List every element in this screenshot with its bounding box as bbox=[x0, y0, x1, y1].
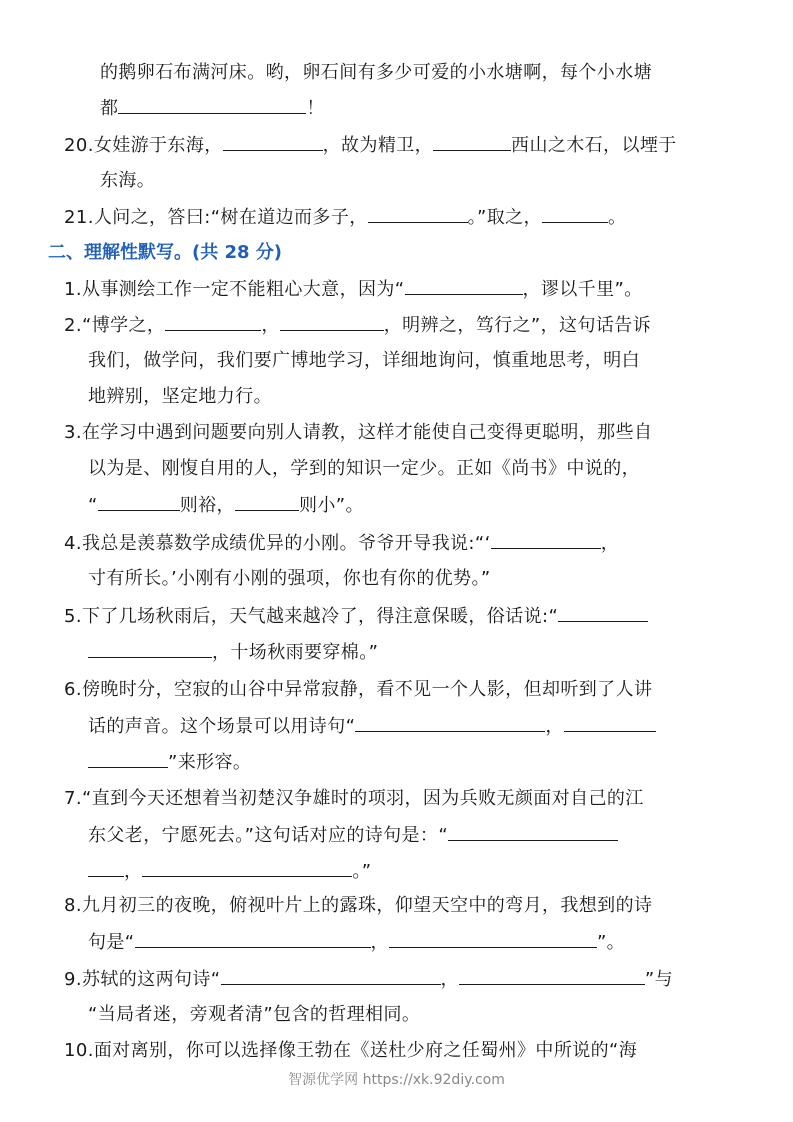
item-3: 3.在学习中遇到问题要向别人请教，这样才能使自己变得更聪明，那些自 bbox=[64, 422, 653, 443]
answer-blank[interactable] bbox=[433, 132, 511, 151]
answer-blank[interactable] bbox=[355, 713, 545, 732]
answer-blank[interactable] bbox=[235, 492, 299, 511]
question-number: 21. bbox=[64, 207, 94, 228]
item-6-line-2: 话的声音。这个场景可以用诗句“ ， bbox=[88, 713, 656, 740]
question-number: 6. bbox=[64, 679, 82, 700]
answer-blank[interactable] bbox=[491, 530, 601, 549]
item-8: 8.九月初三的夜晚，俯视叶片上的露珠，仰望天空中的弯月，我想到的诗 bbox=[64, 895, 653, 916]
answer-blank[interactable] bbox=[448, 822, 618, 841]
answer-blank[interactable] bbox=[88, 639, 212, 658]
answer-blank[interactable] bbox=[368, 204, 468, 223]
answer-blank[interactable] bbox=[389, 929, 597, 948]
item-1: 1.从事测绘工作一定不能粗心大意，因为“ ，谬以千里”。 bbox=[64, 276, 643, 303]
item-6: 6.傍晚时分，空寂的山谷中异常寂静，看不见一个人影，但却听到了人讲 bbox=[64, 679, 653, 700]
question-number: 4. bbox=[64, 533, 82, 554]
item-2-line-2: 我们，做学问，我们要广博地学习，详细地询问，慎重地思考，明白 bbox=[88, 350, 640, 371]
item-7: 7.“直到今天还想着当初楚汉争雄时的项羽，因为兵败无颜面对自己的江 bbox=[64, 788, 644, 809]
answer-blank[interactable] bbox=[558, 603, 648, 622]
item-7-line-2: 东父老，宁愿死去。”这句话对应的诗句是：“ bbox=[88, 822, 618, 849]
item-6-line-3: ”来形容。 bbox=[88, 749, 251, 776]
item-3-line-3: “ 则裕， 则小”。 bbox=[88, 492, 364, 519]
item-8-line-2: 句是“ ， ”。 bbox=[88, 929, 625, 956]
item-2: 2.“博学之， ， ，明辨之，笃行之”，这句话告诉 bbox=[64, 312, 651, 339]
answer-blank[interactable] bbox=[88, 858, 124, 877]
answer-blank[interactable] bbox=[405, 276, 523, 295]
question-number: 2. bbox=[64, 315, 82, 336]
item-5-line-2: ，十场秋雨要穿棉。” bbox=[88, 639, 378, 666]
question-20: 20.女娃游于东海， ，故为精卫， 西山之木石，以堙于 bbox=[64, 132, 677, 159]
item-7-line-3: ， 。” bbox=[88, 858, 372, 885]
item-3-line-2: 以为是、刚愎自用的人，学到的知识一定少。正如《尚书》中说的， bbox=[88, 458, 640, 479]
answer-blank[interactable] bbox=[88, 749, 168, 768]
question-number: 7. bbox=[64, 788, 82, 809]
question-number: 8. bbox=[64, 895, 82, 916]
item-4: 4.我总是羡慕数学成绩优异的小刚。爷爷开导我说:“‘ ， bbox=[64, 530, 619, 557]
question-number: 10. bbox=[64, 1040, 94, 1061]
answer-blank[interactable] bbox=[142, 858, 352, 877]
answer-blank[interactable] bbox=[223, 132, 323, 151]
footer-watermark: 智源优学网 https://xk.92diy.com bbox=[288, 1072, 505, 1088]
answer-blank[interactable] bbox=[459, 966, 645, 985]
answer-blank[interactable] bbox=[221, 966, 441, 985]
item-5: 5.下了几场秋雨后，天气越来越冷了，得注意保暖，俗话说:“ bbox=[64, 603, 648, 630]
question-number: 20. bbox=[64, 135, 94, 156]
answer-blank[interactable] bbox=[280, 312, 384, 331]
continuation-line-2: 都 ！ bbox=[100, 95, 325, 122]
question-20-line-2: 东海。 bbox=[100, 170, 156, 191]
answer-blank[interactable] bbox=[542, 204, 608, 223]
question-number: 5. bbox=[64, 606, 82, 627]
question-21: 21.人问之，答曰:“树在道边而多子， 。”取之， 。 bbox=[64, 204, 626, 231]
continuation-line-1: 的鹅卵石布满河床。哟，卵石间有多少可爱的小水塘啊，每个小水塘 bbox=[100, 62, 652, 83]
section-heading: 二、理解性默写。(共 28 分) bbox=[48, 242, 283, 263]
question-number: 1. bbox=[64, 279, 82, 300]
item-9: 9.苏轼的这两句诗“ ， ”与 bbox=[64, 966, 673, 993]
item-4-line-2: 寸有所长。’小刚有小刚的强项，你也有你的优势。” bbox=[88, 568, 491, 589]
answer-blank[interactable] bbox=[165, 312, 261, 331]
answer-blank[interactable] bbox=[564, 713, 656, 732]
item-9-line-2: “当局者迷，旁观者清”包含的哲理相同。 bbox=[88, 1004, 421, 1025]
question-number: 3. bbox=[64, 422, 82, 443]
answer-blank[interactable] bbox=[98, 492, 180, 511]
question-number: 9. bbox=[64, 969, 82, 990]
item-2-line-3: 地辨别，坚定地力行。 bbox=[88, 386, 272, 407]
item-10: 10.面对离别，你可以选择像王勃在《送杜少府之任蜀州》中所说的“海 bbox=[64, 1040, 638, 1061]
answer-blank[interactable] bbox=[118, 95, 306, 114]
answer-blank[interactable] bbox=[135, 929, 371, 948]
